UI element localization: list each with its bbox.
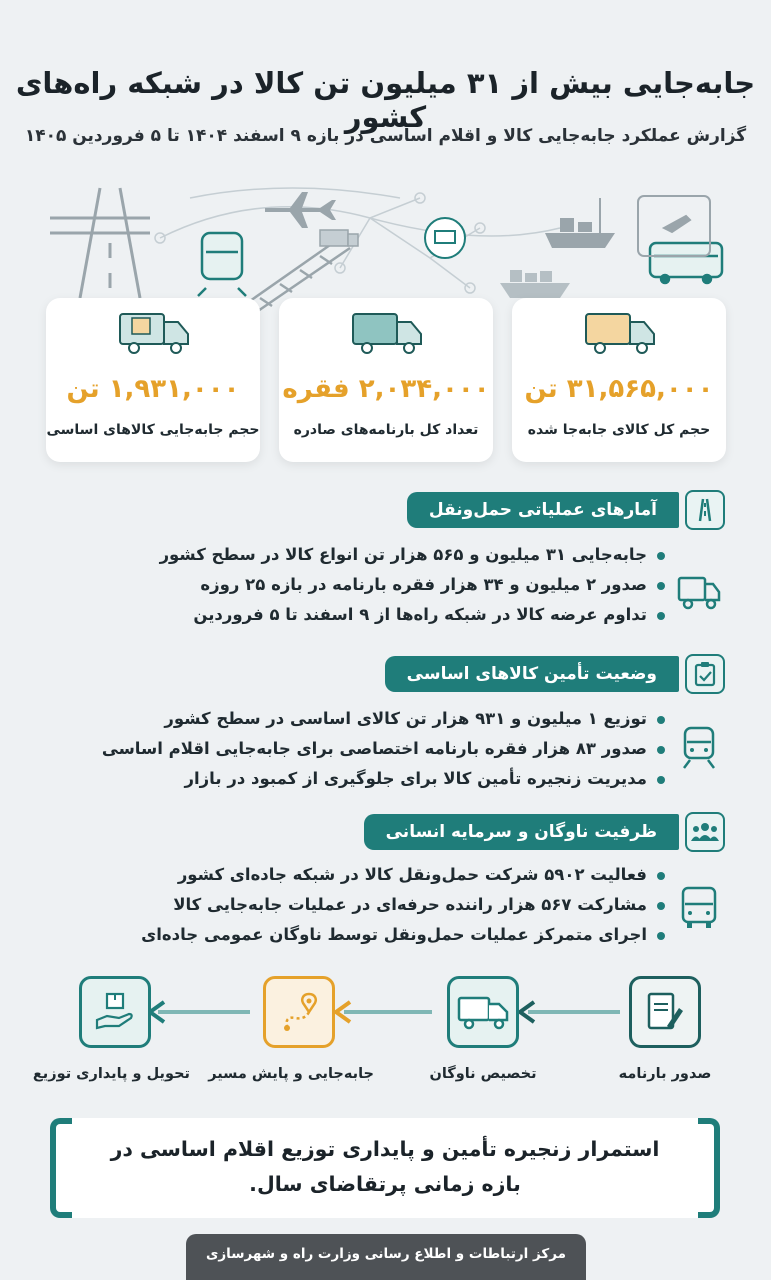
stat-value: ۲,۰۳۴,۰۰۰ فقره [282,374,490,404]
conclusion-box [50,1118,720,1218]
stat-label: حجم کل کالای جابه‌جا شده [527,422,711,438]
section-title: وضعیت تأمین کالاهای اساسی [385,656,679,692]
conclusion-text: استمرار زنجیره تأمین و پایداری توزیع اقلام اساسی در بازه زمانی پرتقاضای سال. [110,1137,660,1196]
section-header [364,812,725,852]
list-item: صدور ۸۳ هزار فقره بارنامه اختصاصی برای جابه‌جایی اقلام اساسی [107,734,667,764]
section-operations [0,490,771,640]
list-item: فعالیت ۵۹۰۲ شرکت حمل‌ونقل کالا در شبکه جاده‌ای کشور [107,860,667,890]
truck-icon [582,308,658,356]
list-item: مدیریت زنجیره تأمین کالا برای جلوگیری از کمبود در بازار [107,764,667,794]
truck-icon [675,568,723,616]
step-label: صدور بارنامه [618,1066,712,1082]
cargo-ship-icon [500,270,570,298]
step-route-monitoring [208,976,374,1082]
stat-label: حجم جابه‌جایی کالاهای اساسی [46,422,260,438]
stat-card-waybills [279,298,493,462]
stat-card-essential-goods [46,298,260,462]
section-bullet-list [107,860,667,950]
section-essential-goods [0,654,771,804]
clipboard-check-icon [685,654,725,694]
list-item: مشارکت ۵۶۷ هزار راننده حرفه‌ای در عملیات جابه‌جایی کالا [107,890,667,920]
page-subtitle: گزارش عملکرد جابه‌جایی کالا و اقلام اساسی در بازه ۹ اسفند ۱۴۰۴ تا ۵ فروردین ۱۴۰۵ [24,126,747,146]
stat-label: تعداد کل بارنامه‌های صادره [293,422,479,438]
delivery-truck-small-icon [320,230,358,246]
step-fleet-allocation [408,976,558,1082]
section-bullet-list [107,540,667,630]
bus-icon [650,243,722,283]
highway-icon [50,188,150,298]
step-label: تحویل و پایداری توزیع [32,1066,190,1082]
footer-credit: مرکز ارتباطات و اطلاع رسانی وزارت راه و شهرسازی [186,1234,586,1280]
bracket-right [698,1118,720,1218]
train-icon [675,724,723,772]
stat-value: ۳۱,۵۶۵,۰۰۰ تن [524,374,714,404]
truck-icon [447,976,519,1048]
list-item: صدور ۲ میلیون و ۳۴ هزار فقره بارنامه در بازه ۲۵ روزه [107,570,667,600]
stat-card-total-goods [512,298,726,462]
section-fleet-capacity [0,812,771,962]
ship-icon [545,198,615,248]
document-pen-icon [629,976,701,1048]
process-flow [32,976,740,1096]
transport-network-illustration [40,178,730,318]
section-bullet-list [101,704,667,794]
airplane-icon [265,192,336,228]
section-header [385,654,725,694]
list-item: تداوم عرضه کالا در شبکه راه‌ها از ۹ اسفند تا ۵ فروردین [107,600,667,630]
list-item: اجرای متمرکز عملیات حمل‌ونقل توسط ناوگان عمومی جاده‌ای [107,920,667,950]
stat-cards [46,298,726,462]
truck-box-icon [116,308,192,356]
road-icon [685,490,725,530]
section-title: آمارهای عملیاتی حمل‌ونقل [407,492,679,528]
section-header [407,490,725,530]
section-title: ظرفیت ناوگان و سرمایه انسانی [364,814,679,850]
people-icon [685,812,725,852]
list-item: جابه‌جایی ۳۱ میلیون و ۵۶۵ هزار تن انواع کالا در سطح کشور [107,540,667,570]
hand-box-icon [79,976,151,1048]
train-icon [198,233,246,296]
route-pin-icon [263,976,335,1048]
step-label: تخصیص ناوگان [429,1066,537,1082]
truck-icon [349,308,425,356]
stat-value: ۱,۹۳۱,۰۰۰ تن [66,374,240,404]
bus-icon [675,884,723,932]
step-delivery [32,976,190,1082]
list-item: توزیع ۱ میلیون و ۹۳۱ هزار تن کالای اساسی در سطح کشور [107,704,667,734]
hub-icon [425,218,465,258]
step-issue-waybill [590,976,740,1082]
page-title: جابه‌جایی بیش از ۳۱ میلیون تن کالا در شبکه راه‌های کشور [15,66,756,134]
step-label: جابه‌جایی و پایش مسیر [208,1066,374,1082]
bracket-left [50,1118,72,1218]
